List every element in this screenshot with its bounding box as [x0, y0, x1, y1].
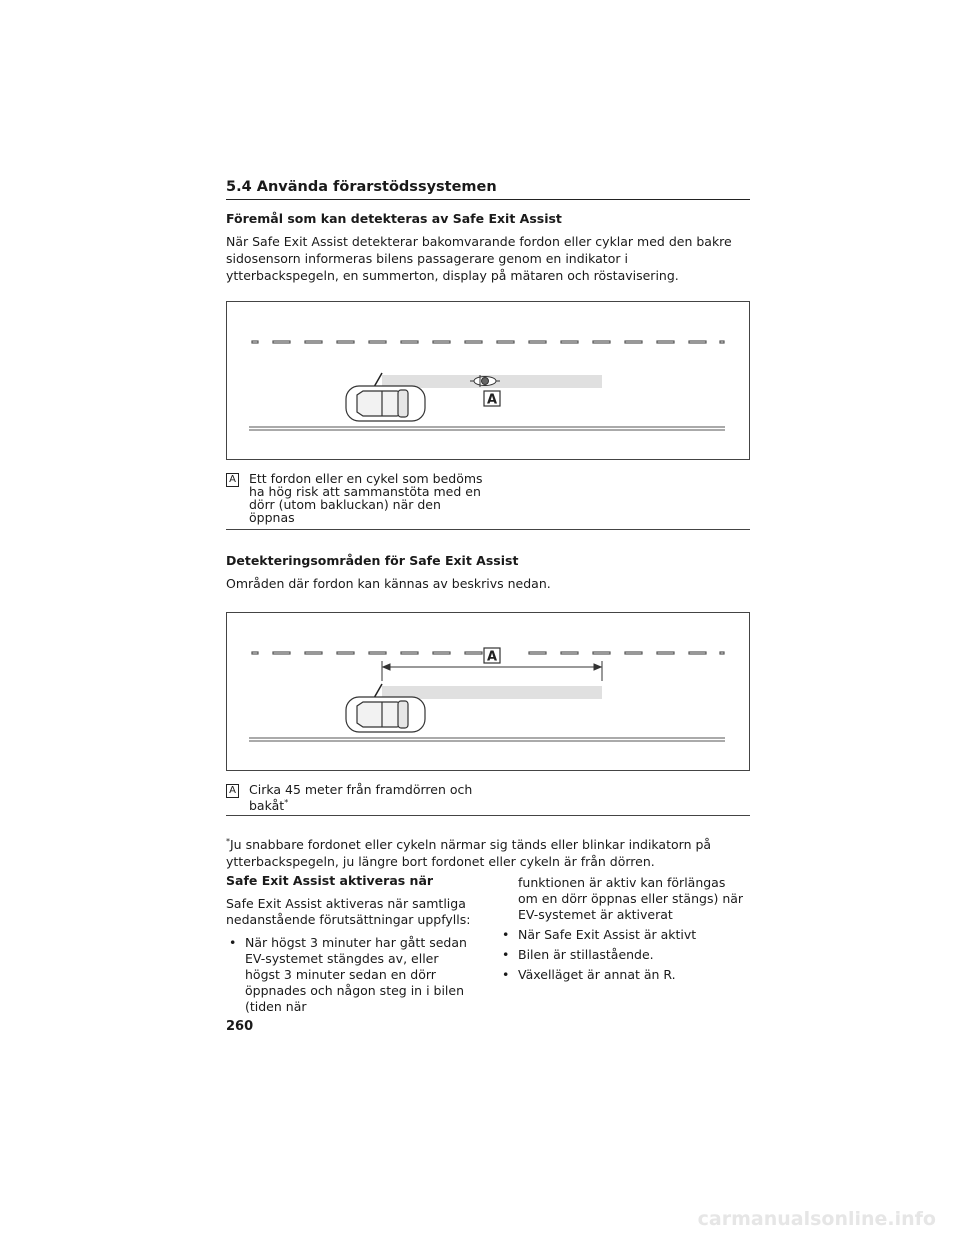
- car-icon: [346, 697, 425, 732]
- right-column: [499, 875, 749, 987]
- activation-list-left: [226, 935, 472, 1015]
- section-header: [226, 179, 750, 200]
- page-number: 260: [226, 1019, 254, 1034]
- caption-letter-a: A: [226, 473, 239, 487]
- figure-2-illustration: [227, 613, 751, 772]
- heading-detection-areas: Detekteringsområden för Safe Exit Assist: [226, 553, 519, 568]
- caption-main: Cirka 45 meter från framdörren och bakåt: [249, 782, 473, 814]
- detection-areas-paragraph: Områden där fordon kan kännas av beskrivs nedan.: [226, 576, 551, 591]
- watermark: carmanualsonline.info: [697, 1208, 936, 1230]
- activation-intro: Safe Exit Assist aktiveras när samtliga nedanstående förutsättningar uppfylls:: [226, 896, 471, 927]
- intro-paragraph: När Safe Exit Assist detekterar bakomvarande fordon eller cyklar med den bakre sidosensorn informeras bilens passagerare genom en indikator i ytterbackspegeln, en summerton, display på mätaren och röstavisering.: [226, 234, 732, 283]
- figure-detection-area: [226, 612, 750, 771]
- list-item: • När högst 3 minuter har gått sedan EV-systemet stängdes av, eller högst 3 minuter sedan en dörr öppnades och någon steg in i bilen (tiden när: [226, 935, 472, 1015]
- footnote-text: Ju snabbare fordonet eller cykeln närmar sig tänds eller blinkar indikatorn på ytterbackspegeln, ju längre bort fordonet eller cykeln är från dörren.: [226, 837, 712, 870]
- caption-letter-a: A: [226, 784, 239, 798]
- caption-text: [249, 783, 489, 812]
- caption-footnote-mark: *: [284, 798, 289, 807]
- figure2-caption: [226, 783, 750, 816]
- figure2-marker: A: [486, 649, 498, 665]
- caption-text: Ett fordon eller en cykel som bedöms ha hög risk att sammanstöta med en dörr (utom bakluckan) när den öppnas: [249, 471, 483, 525]
- footnote-marker: *: [226, 837, 230, 846]
- activation-list-right: [499, 927, 749, 983]
- lane-dashes: [252, 341, 724, 343]
- footnote: [226, 833, 741, 870]
- figure1-marker: A: [486, 392, 498, 408]
- car-icon: [346, 386, 425, 421]
- left-column: [226, 873, 472, 1019]
- figure-1-illustration: [227, 302, 751, 461]
- heading-activation: Safe Exit Assist aktiveras när: [226, 873, 434, 888]
- list-item: • Växelläget är annat än R.: [499, 967, 749, 983]
- list-item: • Bilen är stillastående.: [499, 947, 749, 963]
- figure1-caption: [226, 472, 750, 530]
- list-item: • När Safe Exit Assist är aktivt: [499, 927, 749, 943]
- heading-detectable-objects: Föremål som kan detekteras av Safe Exit Assist: [226, 211, 562, 226]
- list-item-continuation: funktionen är aktiv kan förlängas om en dörr öppnas eller stängs) när EV-systemet är aktiverat: [518, 875, 744, 922]
- figure-detected-object: [226, 301, 750, 460]
- section-title: 5.4 Använda förarstödssystemen: [226, 179, 497, 195]
